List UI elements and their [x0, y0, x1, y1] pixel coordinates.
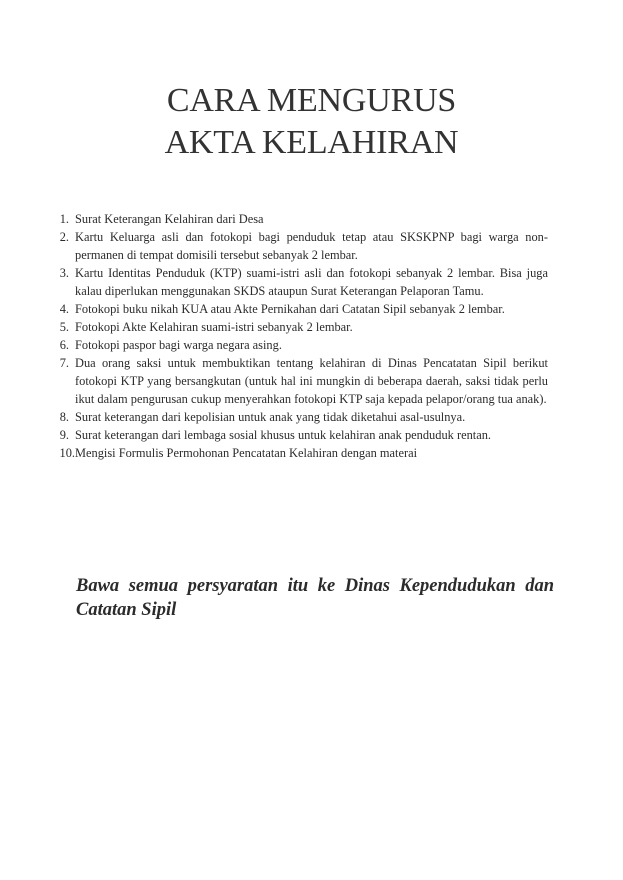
list-item: [52, 264, 548, 300]
list-item: [52, 300, 548, 318]
list-item-text: Surat keterangan dari kepolisian untuk anak yang tidak diketahui asal-usulnya.: [75, 410, 466, 424]
list-item: [52, 210, 548, 228]
list-item: [52, 408, 548, 426]
list-item: [52, 444, 548, 462]
list-item-number: 9.: [59, 428, 69, 442]
list-item-number: 1.: [59, 212, 69, 226]
list-item-number: 3.: [59, 266, 69, 280]
list-item-text: Kartu Identitas Penduduk (KTP) suami-istri asli dan fotokopi sebanyak 2 lembar. Bisa juga kalau diperlukan menggunakan SKDS ataupun Surat Keterangan Pelaporan Tamu.: [75, 266, 548, 298]
list-item-number: 5.: [59, 320, 69, 334]
list-item: [52, 318, 548, 336]
list-item-number: 2.: [59, 230, 69, 244]
list-item-text: Fotokopi paspor bagi warga negara asing.: [75, 338, 282, 352]
list-item-number: 7.: [59, 356, 69, 370]
list-item-text: Kartu Keluarga asli dan fotokopi bagi penduduk tetap atau SKSKPNP bagi warga non-permanen di tempat domisili tersebut sebanyak 2 lembar.: [75, 230, 548, 262]
closing-note: Bawa semua persyaratan itu ke Dinas Kependudukan dan Catatan Sipil: [76, 576, 554, 620]
list-item-text: Surat keterangan dari lembaga sosial khusus untuk kelahiran anak penduduk rentan.: [75, 428, 491, 442]
page-title: [0, 80, 623, 164]
list-item: [52, 336, 548, 354]
list-item-number: 8.: [59, 410, 69, 424]
list-item-text: Surat Keterangan Kelahiran dari Desa: [75, 212, 264, 226]
title-line-1: CARA MENGURUS: [166, 82, 457, 119]
list-item: [52, 426, 548, 444]
title-line-2: AKTA KELAHIRAN: [164, 124, 459, 161]
list-item-text: Mengisi Formulis Permohonan Pencatatan Kelahiran dengan materai: [75, 446, 418, 460]
list-item-number: 4.: [59, 302, 69, 316]
list-item-text: Dua orang saksi untuk membuktikan tentang kelahiran di Dinas Pencatatan Sipil berikut fotokopi KTP yang bersangkutan (untuk hal ini mungkin di beberapa daerah, saksi tidak perlu ikut dalam pengurusan cukup menyerahkan fotokopi KTP saja kepada pelapor/orang tua anak).: [75, 356, 548, 406]
list-item-number: 10.: [59, 446, 75, 460]
requirements-list: [52, 210, 548, 462]
list-item-text: Fotokopi Akte Kelahiran suami-istri sebanyak 2 lembar.: [75, 320, 353, 334]
list-item: [52, 228, 548, 264]
list-item-number: 6.: [59, 338, 69, 352]
list-item: [52, 354, 548, 408]
list-item-text: Fotokopi buku nikah KUA atau Akte Pernikahan dari Catatan Sipil sebanyak 2 lembar.: [75, 302, 505, 316]
